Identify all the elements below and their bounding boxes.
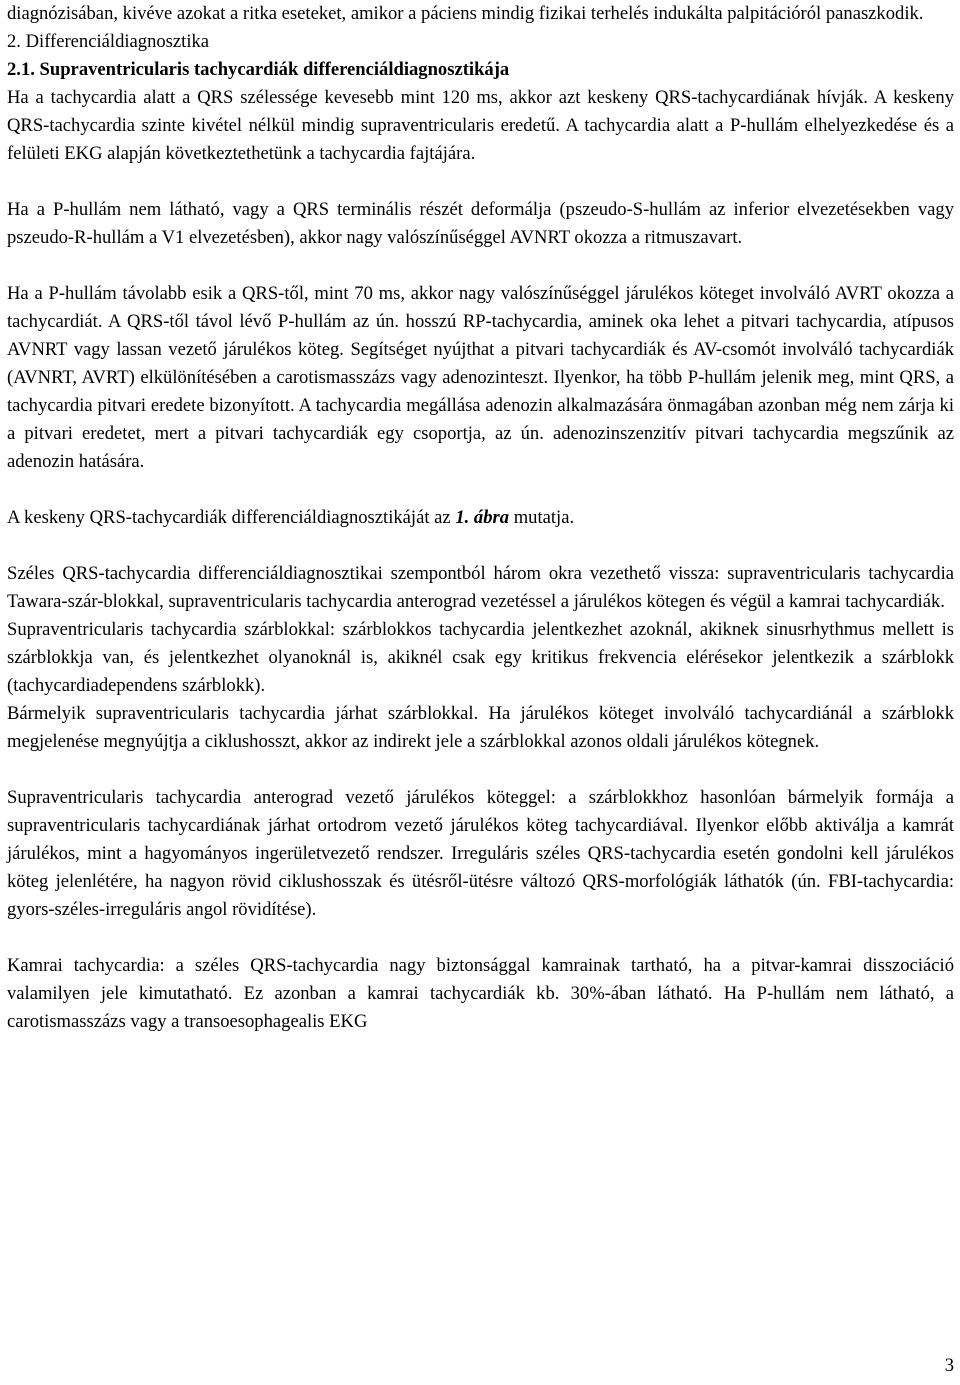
figure-reference-before: A keskeny QRS-tachycardiák differenciáldiagnosztikáját az <box>7 507 456 528</box>
page-number: 3 <box>944 1355 954 1376</box>
paragraph-bundle-block-2: Bármelyik supraventricularis tachycardia járhat szárblokkal. Ha járulékos köteget involváló tachycardiánál a szárblokk megjelenése megnyújtja a ciklushosszt, akkor az indirekt jele a szárblokkal azonos oldali járulékos kötegnek. <box>7 703 954 752</box>
figure-reference-after: mutatja. <box>509 507 575 528</box>
paragraph-anterograd: Supraventricularis tachycardia anterograd vezető járulékos köteggel: a szárblokkhoz hasonlóan bármelyik formája a supraventricularis tachycardiának járhat ortodrom vezető járulékos köteg tachycardiával. Ilyenkor előbb aktiválja a kamrát járulékos, mint a hagyományos ingerületvezető rendszer. Irreguláris széles QRS-tachycardia esetén gondolni kell járulékos köteg jelenlétére, ha nagyon rövid ciklushosszak és ütésről-ütésre változó QRS-morfológiák láthatók (ún. FBI-tachycardia: gyors-széles-irreguláris angol rövidítése). <box>7 787 954 920</box>
paragraph-avnrt: Ha a P-hullám nem látható, vagy a QRS terminális részét deformálja (pszeudo-S-hullám az inferior elvezetésekben vagy pszeudo-R-hullám a V1 elvezetésben), akkor nagy valószínűséggel AVNRT okozza a ritmuszavart. <box>7 199 954 248</box>
section-2-title: 2. Differenciáldiagnosztika <box>7 31 210 52</box>
paragraph-ventricular: Kamrai tachycardia: a széles QRS-tachycardia nagy biztonsággal kamrainak tartható, ha a pitvar-kamrai disszociáció valamilyen jele kimutatható. Ez azonban a kamrai tachycardiák kb. 30%-ában látható. Ha P-hullám nem látható, a carotismasszázs vagy a transoesophagealis EKG <box>7 955 954 1032</box>
paragraph-avrt: Ha a P-hullám távolabb esik a QRS-től, mint 70 ms, akkor nagy valószínűséggel járulékos köteget involváló AVRT okozza a tachycardiát. A QRS-től távol lévő P-hullám az ún. hosszú RP-tachycardia, aminek oka lehet a pitvari tachycardia, atípusos AVNRT vagy lassan vezető járulékos köteg. Segítséget nyújthat a pitvari tachycardiák és AV-csomót involváló tachycardiák (AVNRT, AVRT) elkülönítésében a carotismasszázs vagy adenozinteszt. Ilyenkor, ha több P-hullám jelenik meg, mint QRS, a tachycardia pitvari eredete bizonyított. A tachycardia megállása adenozin alkalmazására önmagában azonban még nem zárja ki a pitvari eredetet, mert a pitvari tachycardiák egy csoportja, az ún. adenozinszenzitív pitvari tachycardia megszűnik az adenozin hatására. <box>7 283 954 472</box>
section-2-1-title: 2.1. Supraventricularis tachycardiák differenciáldiagnosztikája <box>7 59 510 80</box>
document-page <box>7 0 954 1036</box>
paragraph-narrow-qrs: Ha a tachycardia alatt a QRS szélessége kevesebb mint 120 ms, akkor azt keskeny QRS-tachycardiának hívják. A keskeny QRS-tachycardia szinte kivétel nélkül mindig supraventricularis eredetű. A tachycardia alatt a P-hullám elhelyezkedése és a felületi EKG alapján következtethetünk a tachycardia fajtájára. <box>7 87 954 164</box>
intro-paragraph-tail: diagnózisában, kivéve azokat a ritka eseteket, amikor a páciens mindig fizikai terhelés indukálta palpitációról panaszkodik. <box>7 3 924 24</box>
paragraph-figure-reference <box>7 504 954 532</box>
paragraph-bundle-block-1: Supraventricularis tachycardia szárblokkal: szárblokkos tachycardia jelentkezhet azoknál, akiknek sinusrhythmus mellett is szárblokkja van, és jelentkezhet olyanoknál is, akiknél csak egy kritikus frekvencia elérésekor jelentkezik a szárblokk (tachycardiadependens szárblokk). <box>7 619 954 696</box>
paragraph-wide-qrs: Széles QRS-tachycardia differenciáldiagnosztikai szempontból három okra vezethető vissza: supraventricularis tachycardia Tawara-szár-blokkal, supraventricularis tachycardia anterograd vezetéssel a járulékos kötegen és végül a kamrai tachycardiák. <box>7 563 954 612</box>
figure-reference-link: 1. ábra <box>455 507 510 528</box>
